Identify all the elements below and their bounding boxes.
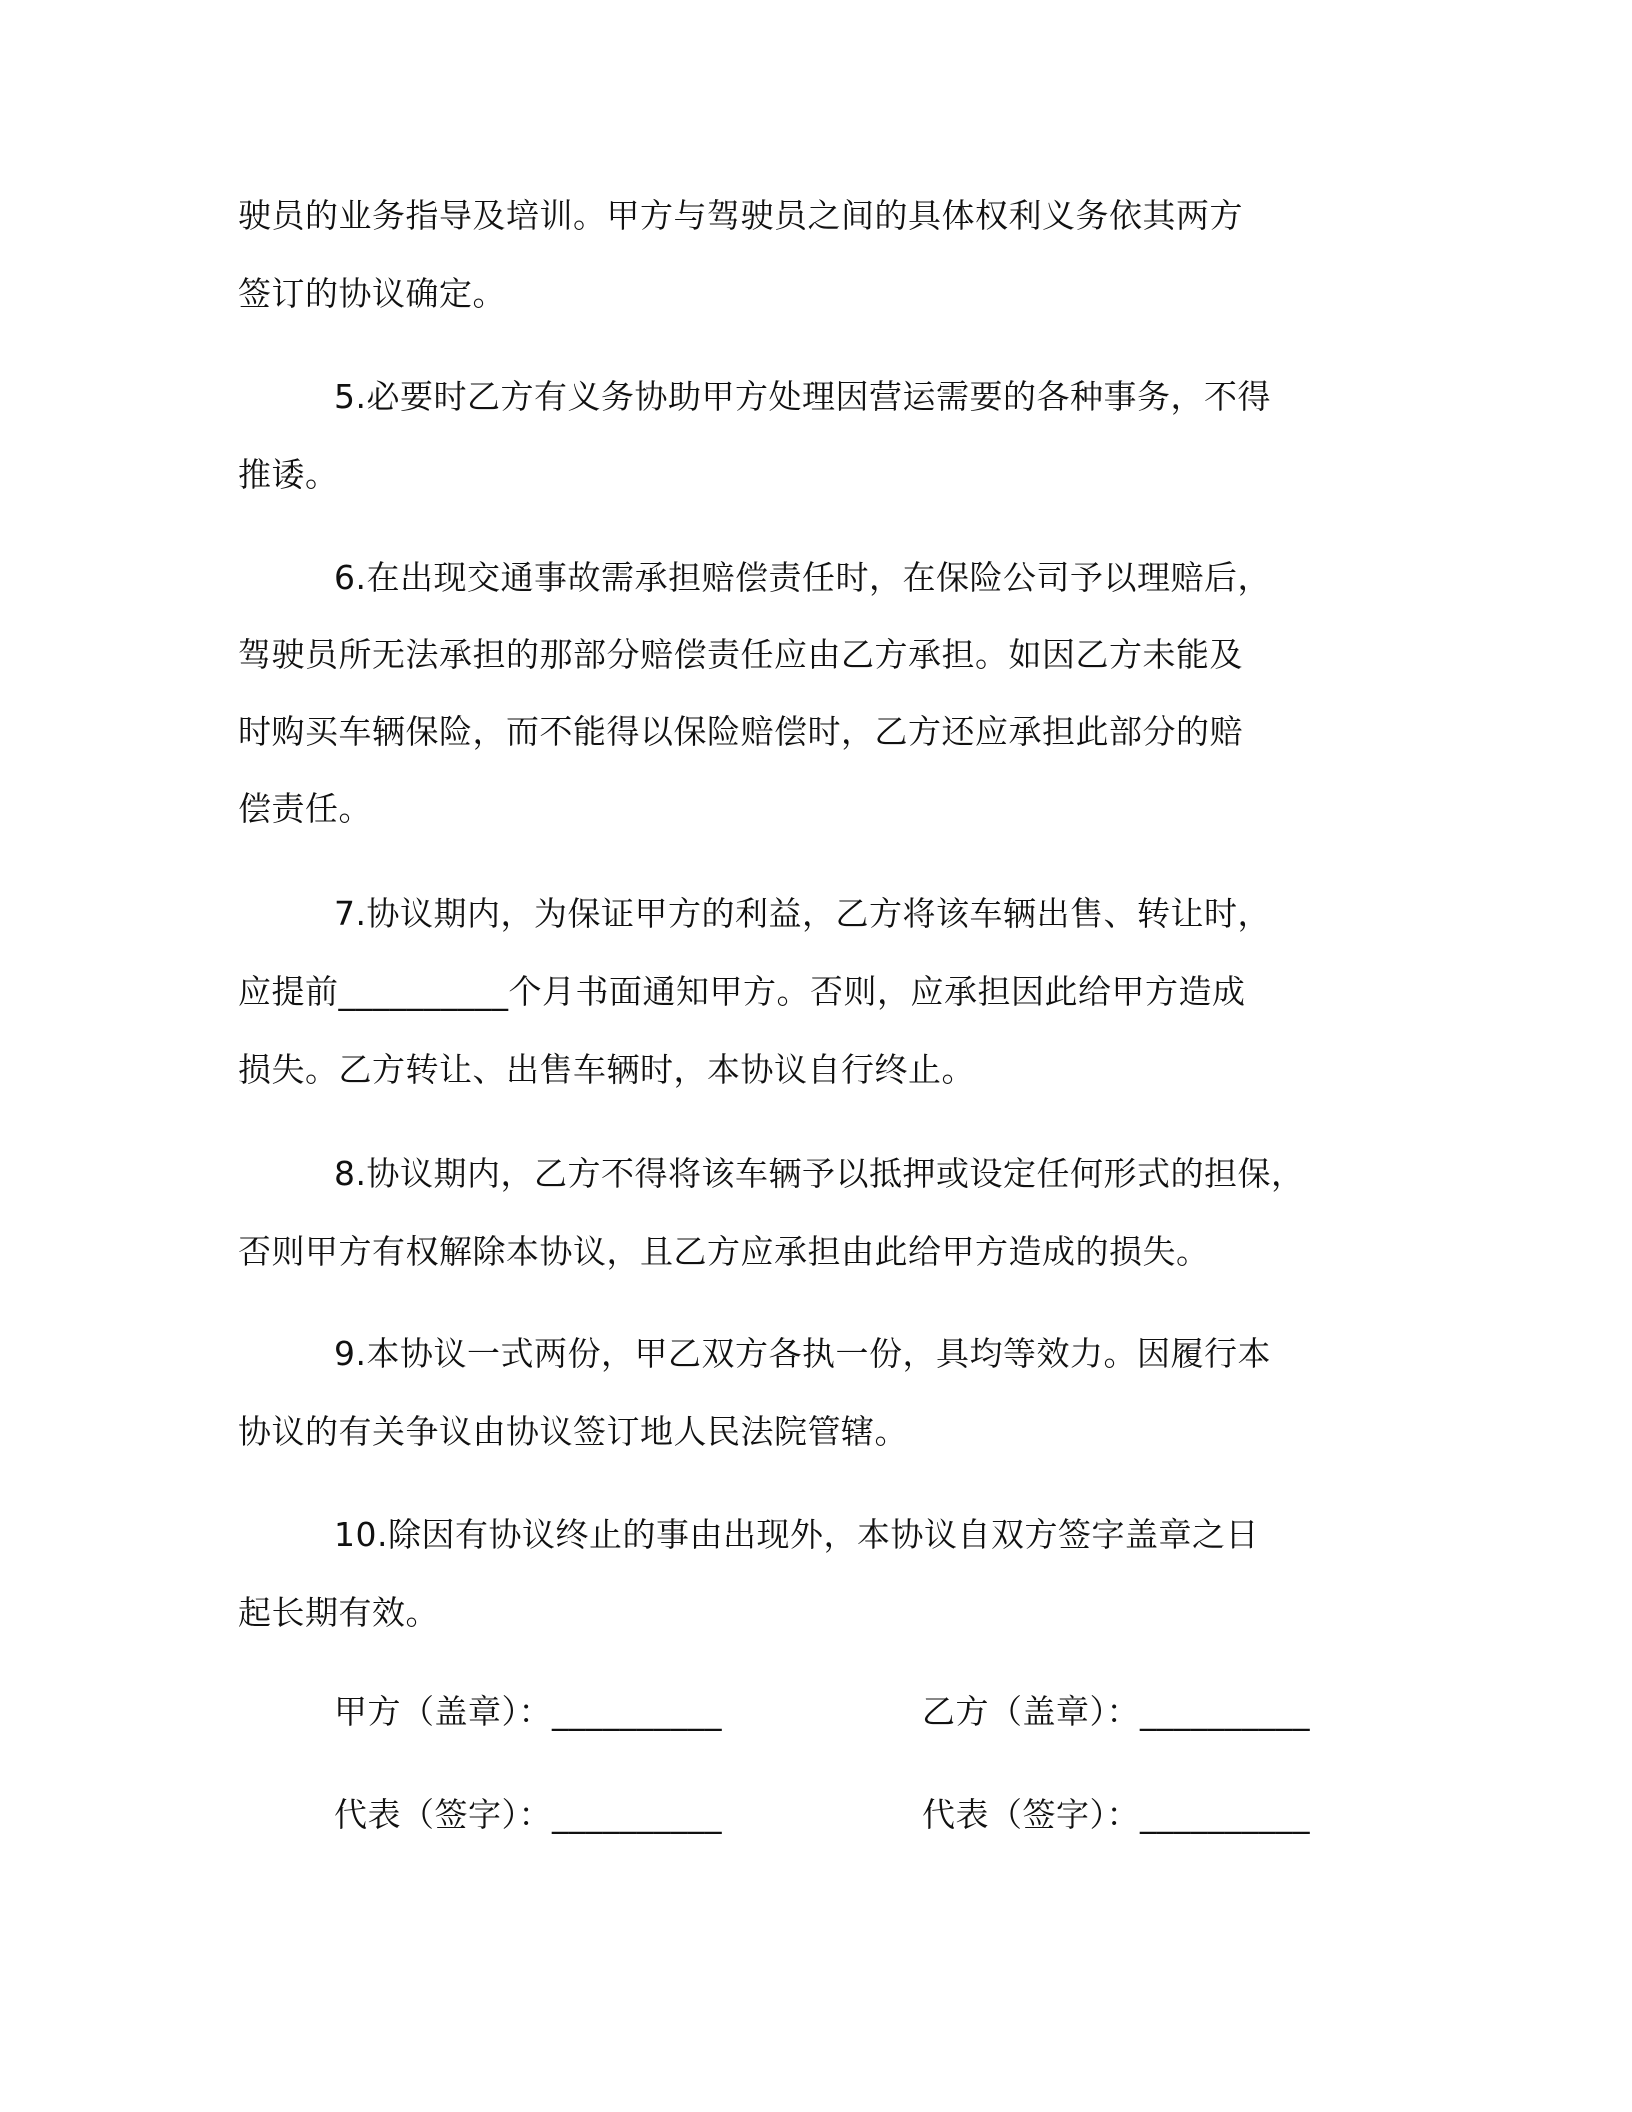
paragraph-line: 偿责任。 — [238, 789, 372, 828]
party-a-representative-field: 代表（签字）：__________ — [334, 1795, 722, 1834]
party-b-representative-field: 代表（签字）：__________ — [922, 1795, 1310, 1834]
paragraph-line: 损失。乙方转让、出售车辆时，本协议自行终止。 — [238, 1050, 975, 1089]
paragraph-line: 8.协议期内，乙方不得将该车辆予以抵押或设定任何形式的担保， — [334, 1154, 1305, 1193]
paragraph-line: 否则甲方有权解除本协议，且乙方应承担由此给甲方造成的损失。 — [238, 1232, 1210, 1271]
paragraph-line: 驶员的业务指导及培训。甲方与驾驶员之间的具体权利义务依其两方 — [238, 196, 1243, 235]
paragraph-line: 签订的协议确定。 — [238, 274, 506, 313]
paragraph-line: 6.在出现交通事故需承担赔偿责任时，在保险公司予以理赔后， — [334, 558, 1271, 597]
paragraph-line: 应提前__________个月书面通知甲方。否则，应承担因此给甲方造成 — [238, 972, 1246, 1011]
paragraph-line: 起长期有效。 — [238, 1593, 439, 1632]
paragraph-line: 7.协议期内，为保证甲方的利益，乙方将该车辆出售、转让时， — [334, 894, 1271, 933]
paragraph-line: 5.必要时乙方有义务协助甲方处理因营运需要的各种事务，不得 — [334, 377, 1271, 416]
paragraph-line: 时购买车辆保险，而不能得以保险赔偿时，乙方还应承担此部分的赔 — [238, 712, 1243, 751]
paragraph-line: 推诿。 — [238, 455, 339, 494]
signature-row-seal — [0, 1692, 1632, 1732]
paragraph-line: 驾驶员所无法承担的那部分赔偿责任应由乙方承担。如因乙方未能及 — [238, 635, 1243, 674]
party-a-seal-field: 甲方（盖章）：__________ — [334, 1692, 722, 1731]
signature-row-representative — [0, 1795, 1632, 1835]
party-b-seal-field: 乙方（盖章）：__________ — [922, 1692, 1310, 1731]
paragraph-line: 协议的有关争议由协议签订地人民法院管辖。 — [238, 1412, 908, 1451]
paragraph-line: 9.本协议一式两份，甲乙双方各执一份，具均等效力。因履行本 — [334, 1334, 1271, 1373]
paragraph-line: 10.除因有协议终止的事由出现外，本协议自双方签字盖章之日 — [334, 1515, 1259, 1554]
